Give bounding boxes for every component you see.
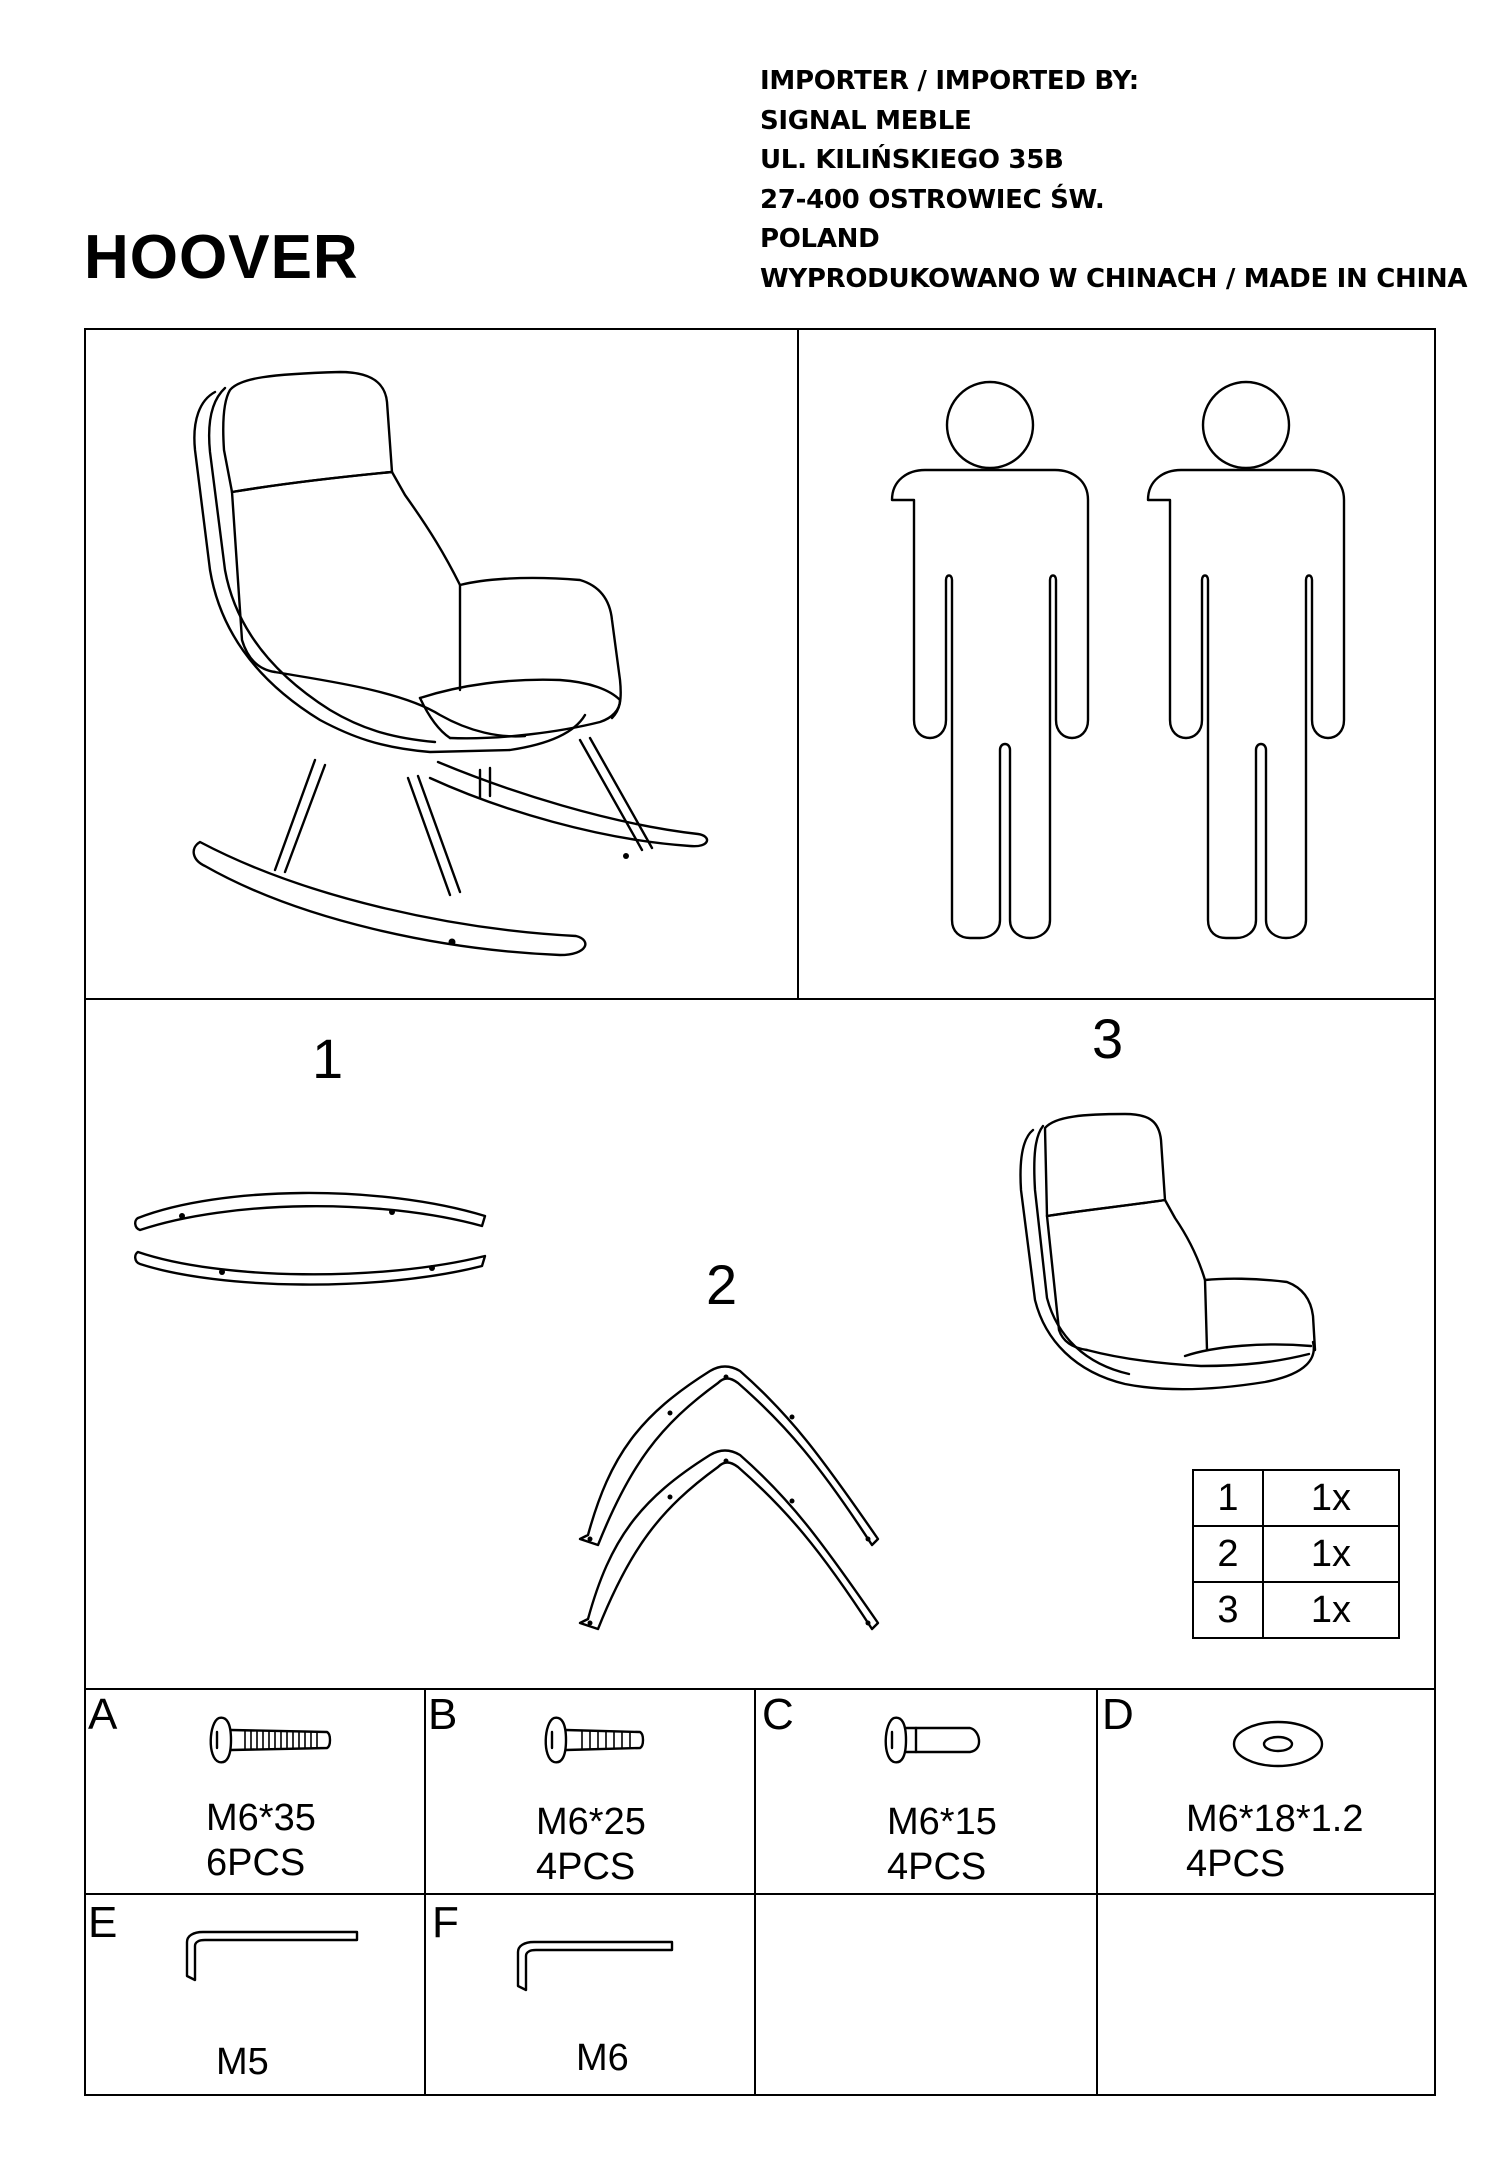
product-title: HOOVER xyxy=(84,223,359,292)
importer-line: SIGNAL MEBLE xyxy=(760,105,972,136)
leg-frame-part-icon xyxy=(560,1355,900,1635)
step-number-1: 1 xyxy=(312,1027,344,1090)
hardware-count: 4PCS xyxy=(536,1846,636,1888)
hardware-size: M6 xyxy=(576,2037,629,2079)
importer-line: IMPORTER / IMPORTED BY: xyxy=(760,66,1139,96)
hardware-size: M6*35 xyxy=(206,1797,316,1839)
importer-line: UL. KILIŃSKIEGO 35B xyxy=(760,145,1064,175)
hardware-spec-f xyxy=(576,2036,629,2081)
two-persons-icon xyxy=(880,380,1360,940)
bolt-short-icon xyxy=(880,1712,990,1768)
hardware-spec-a xyxy=(206,1796,316,1886)
hardware-size: M6*25 xyxy=(536,1801,646,1843)
hardware-size: M5 xyxy=(216,2041,269,2083)
rocking-chair-illustration xyxy=(180,360,740,960)
hardware-letter-a: A xyxy=(88,1690,118,1739)
part-number-cell: 2 xyxy=(1193,1526,1263,1582)
hardware-letter-d: D xyxy=(1102,1690,1134,1739)
allen-key-icon xyxy=(185,1928,365,1988)
part-number-cell: 1 xyxy=(1193,1470,1263,1526)
step-number-3: 3 xyxy=(1092,1007,1124,1070)
importer-line: WYPRODUKOWANO W CHINACH / MADE IN CHINA xyxy=(760,263,1468,294)
table-row xyxy=(1193,1470,1399,1526)
importer-line: 27-400 OSTROWIEC ŚW. xyxy=(760,184,1105,215)
hardware-spec-c xyxy=(887,1800,997,1890)
part-qty-cell: 1x xyxy=(1263,1582,1399,1638)
hardware-count: 4PCS xyxy=(1186,1843,1286,1885)
parts-quantity-table xyxy=(1192,1469,1400,1639)
divider xyxy=(86,1893,1434,1895)
seat-shell-part-icon xyxy=(1015,1110,1315,1400)
step-number-2: 2 xyxy=(706,1253,738,1316)
table-row xyxy=(1193,1582,1399,1638)
divider xyxy=(86,1688,1434,1690)
hardware-size: M6*15 xyxy=(887,1801,997,1843)
hardware-size: M6*18*1.2 xyxy=(1186,1798,1364,1840)
bolt-long-icon xyxy=(205,1712,335,1768)
hardware-letter-c: C xyxy=(762,1690,794,1739)
allen-key-icon xyxy=(516,1938,676,1998)
part-qty-cell: 1x xyxy=(1263,1526,1399,1582)
part-qty-cell: 1x xyxy=(1263,1470,1399,1526)
hardware-spec-d xyxy=(1186,1797,1363,1887)
hardware-letter-e: E xyxy=(88,1898,118,1947)
hardware-spec-b xyxy=(536,1800,646,1890)
hardware-letter-b: B xyxy=(428,1690,458,1739)
divider xyxy=(1096,1688,1098,2094)
table-row xyxy=(1193,1526,1399,1582)
divider xyxy=(797,330,799,1000)
bolt-medium-icon xyxy=(540,1712,650,1768)
divider xyxy=(86,998,1434,1000)
part-number-cell: 3 xyxy=(1193,1582,1263,1638)
divider xyxy=(754,1688,756,2094)
rockers-part-icon xyxy=(130,1180,500,1300)
hardware-count: 6PCS xyxy=(206,1842,306,1884)
washer-icon xyxy=(1232,1718,1328,1770)
divider xyxy=(424,1688,426,2094)
hardware-count: 4PCS xyxy=(887,1846,987,1888)
hardware-spec-e xyxy=(216,2040,269,2085)
importer-block xyxy=(760,62,1467,299)
hardware-letter-f: F xyxy=(432,1898,459,1947)
importer-line: POLAND xyxy=(760,224,880,254)
